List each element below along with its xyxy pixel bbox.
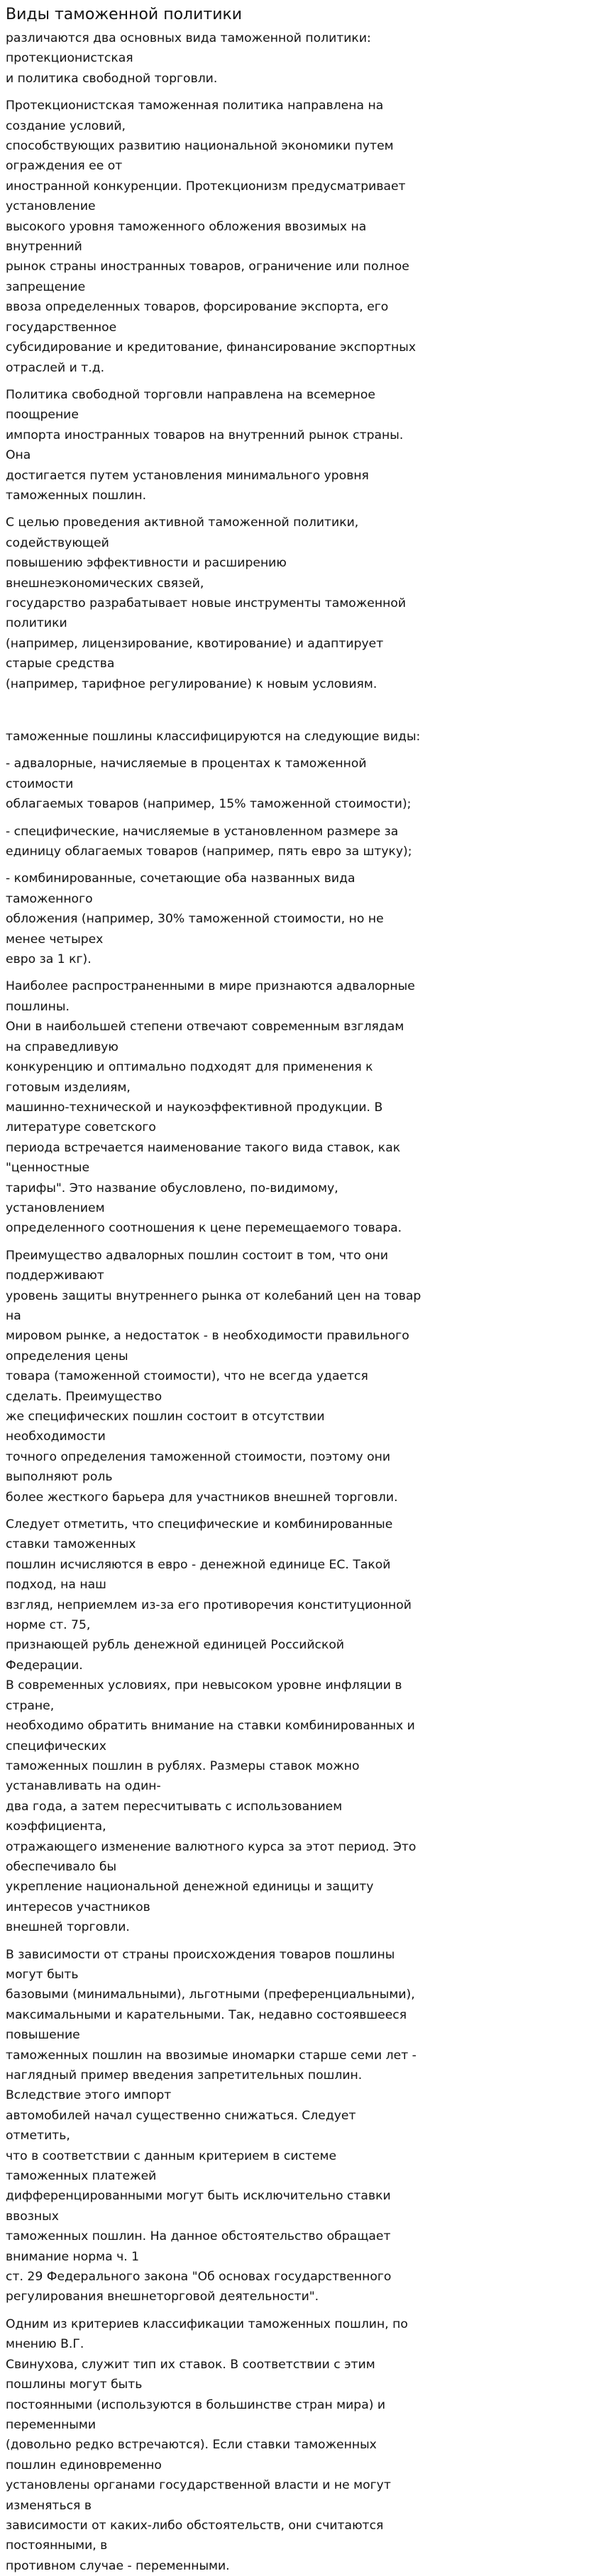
list-item-combined: - комбинированные, сочетающие оба названных вида таможенного обложения (например, 30% таможенной стоимости, но не менее четырех евро за 1 кг).	[6, 871, 384, 967]
paragraph-policy-types: различаются два основных вида таможенной политики: протекционистская и политика свободной торговли.	[6, 31, 371, 86]
intro-section	[6, 28, 422, 694]
paragraph-active-policy: С целью проведения активной таможенной политики, содействующей повышению эффективности и расширению внешнеэкономических связей, государство разрабатывает новые инструменты таможенной политики (например, лицензирование, квотирование) и адаптирует старые средства (например, тарифное регулирование) к новым условиям.	[6, 515, 407, 691]
list-item-specific: - специфические, начисляемые в установленном размере за единицу облагаемых товаров (например, пять евро за штуку);	[6, 824, 412, 859]
duties-section	[6, 727, 422, 2576]
paragraph-classification-intro: таможенные пошлины классифицируются на следующие виды:	[6, 730, 421, 744]
section-gap	[6, 701, 422, 727]
list-item-ad-valorem: - адвалорные, начисляемые в процентах к таможенной стоимости облагаемых товаров (например, 15% таможенной стоимости);	[6, 757, 412, 812]
page-title: Виды таможенной политики	[6, 6, 243, 23]
paragraph-protectionism: Протекционистская таможенная политика направлена на создание условий, способствующих развитию национальной экономики путем ограждения ее от иностранной конкуренции. Протекционизм предусматривает установление высокого уровня таможенного обложения ввозимых на внутренний рынок страны иностранных товаров, ограничение или полное запрещение ввоза определенных товаров, форсирование экспорта, его государственное субсидирование и кредитование, финансирование экспортных отраслей и т.д.	[6, 99, 417, 375]
paragraph-ad-valorem-prevalence: Наиболее распространенными в мире признаются адвалорные пошлины. Они в наибольшей степени отвечают современным взглядам на справедливую конкуренцию и оптимально подходят для применения к готовым изделиям, машинно-технической и наукоэффективной продукции. В литературе советского периода встречается наименование такого вида ставок, как "ценностные тарифы". Это название обусловлено, по-видимому, установлением определенного соотношения к цене перемещаемого товара.	[6, 979, 415, 1236]
paragraph-advantages: Преимущество адвалорных пошлин состоит в том, что они поддерживают уровень защиты внутреннего рынка от колебаний цен на товар на мировом рынке, а недостаток - в необходимости правильного определения цены товара (таможенной стоимости), что не всегда удается сделать. Преимущество же специфических пошлин состоит в отсутствии необходимости точного определения таможенной стоимости, поэтому они выполняют роль более жесткого барьера для участников внешней торговли.	[6, 1248, 421, 1505]
paragraph-country-origin: В зависимости от страны происхождения товаров пошлины могут быть базовыми (минимальными), льготными (преференциальными), максимальными и карательными. Так, недавно состоявшееся повышение таможенных пошлин на ввозимые иномарки старше семи лет - наглядный пример введения запретительных пошлин. Вследствие этого импорт автомобилей начал существенно снижаться. Следует отметить, что в соответствии с данным критерием в системе таможенных платежей дифференцированными могут быть исключительно ставки ввозных таможенных пошлин. На данное обстоятельство обращает внимание норма ч. 1 ст. 29 Федерального закона "Об основах государственного регулирования внешнеторговой деятельности".	[6, 1947, 417, 2304]
paragraph-free-trade: Политика свободной торговли направлена на всемерное поощрение импорта иностранных товаров на внутренний рынок страны. Она достигается путем установления минимального уровня таможенных пошлин.	[6, 387, 404, 503]
paragraph-rate-types: Одним из критериев классификации таможенных пошлин, по мнению В.Г. Свинухова, служит тип их ставок. В соответствии с этим пошлины могут быть постоянными (используются в большинстве стран мира) и переменными (довольно редко встречаются). Если ставки таможенных пошлин единовременно установлены органами государственной власти и не могут изменяться в зависимости от каких-либо обстоятельств, они считаются постоянными, в противном случае - переменными.	[6, 2316, 408, 2573]
paragraph-euro-rates: Следует отметить, что специфические и комбинированные ставки таможенных пошлин исчисляются в евро - денежной единице ЕС. Такой подход, на наш взгляд, неприемлем из-за его противоречия конституционной норме ст. 75, признающей рубль денежной единицей Российской Федерации. В современных условиях, при невысоком уровне инфляции в стране, необходимо обратить внимание на ставки комбинированных и специфических таможенных пошлин в рублях. Размеры ставок можно устанавливать на один- два года, а затем пересчитывать с использованием коэффициента, отражающего изменение валютного курса за этот период. Это обеспечивало бы укрепление национальной денежной единицы и защиту интересов участников внешней торговли.	[6, 1517, 417, 1935]
